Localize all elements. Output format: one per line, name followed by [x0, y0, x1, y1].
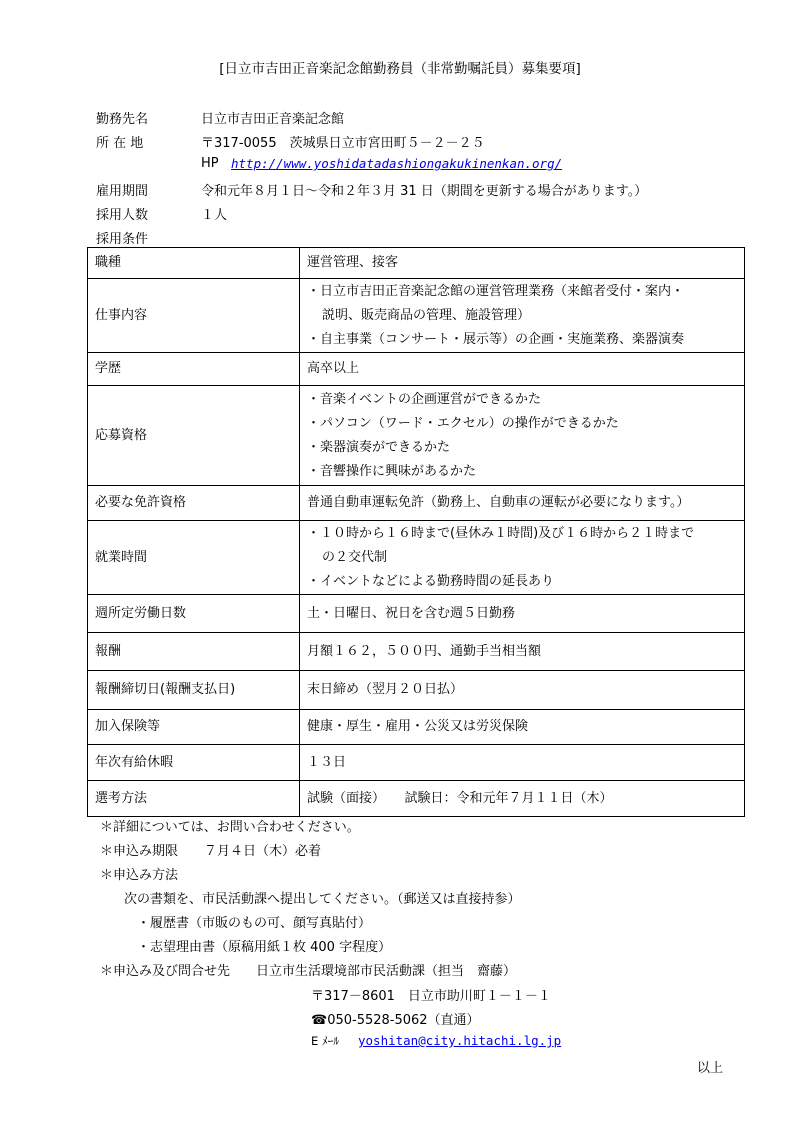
- cell-line: の２交代制: [322, 549, 388, 565]
- note-method-title: ＊申込み方法: [100, 868, 179, 883]
- cell-key: 応募資格: [88, 386, 300, 486]
- cell-line: 普通自動車運転免許（勤務上、自動車の運転が必要になります。）: [307, 495, 690, 510]
- cell-key: 仕事内容: [88, 279, 300, 353]
- note-method-body: 次の書類を、市民活動課へ提出してください。（郵送又は直接持参）: [124, 892, 521, 907]
- cell-line: 高卒以上: [307, 361, 360, 376]
- hp-link[interactable]: http://www.yoshidatadashiongakukinenkan.org/: [231, 156, 563, 171]
- cell-value: [300, 781, 745, 817]
- conditions-table: [87, 247, 745, 817]
- cell-line: ・自主事業（コンサート・展示等）の企画・実施業務、楽器演奏: [307, 331, 685, 347]
- note-deadline: ＊申込み期限 ７月４日（木）必着: [100, 844, 322, 859]
- cell-value: [300, 595, 745, 633]
- cell-value: [300, 248, 745, 279]
- table-row: [88, 595, 745, 633]
- employer-label: 勤務先名: [96, 112, 149, 127]
- cell-line: ・日立市吉田正音楽記念館の運営管理業務（来館者受付・案内・: [307, 283, 685, 299]
- conditions-label: 採用条件: [96, 232, 149, 247]
- cell-line: ・１０時から１６時まで(昼休み１時間)及び１６時から２１時まで: [307, 525, 695, 541]
- hp-label: HP: [201, 156, 219, 171]
- cell-key: 職種: [88, 248, 300, 279]
- cell-value: [300, 521, 745, 595]
- cell-line: ・音響操作に興味があるかた: [307, 463, 477, 479]
- cell-value: [300, 671, 745, 710]
- cell-line: ・音楽イベントの企画運営ができるかた: [307, 391, 542, 407]
- address-value: 〒317-0055 茨城県日立市宮田町５－２－２５: [201, 136, 485, 151]
- cell-line: ・パソコン（ワード・エクセル）の操作ができるかた: [307, 415, 619, 431]
- cell-value: [300, 353, 745, 386]
- cell-value: [300, 745, 745, 781]
- table-row: [88, 633, 745, 671]
- table-row: [88, 279, 745, 353]
- address-label: 所 在 地: [96, 136, 144, 151]
- cell-line: 説明、販売商品の管理、施設管理）: [322, 307, 531, 323]
- cell-line: 月額１６２，５００円、通勤手当相当額: [307, 643, 542, 659]
- table-row: [88, 671, 745, 710]
- count-label: 採用人数: [96, 208, 149, 223]
- cell-key: 加入保険等: [88, 710, 300, 745]
- cell-key: 年次有給休暇: [88, 745, 300, 781]
- cell-line: 健康・厚生・雇用・公災又は労災保険: [307, 719, 529, 734]
- contact-phone: ☎050-5528-5062（直通）: [311, 1013, 480, 1028]
- cell-value: [300, 633, 745, 671]
- cell-value: [300, 386, 745, 486]
- email-label: E ﾒｰﾙ: [311, 1034, 340, 1048]
- cell-line: １３日: [307, 754, 347, 770]
- cell-line: 土・日曜日、祝日を含む週５日勤務: [307, 605, 516, 621]
- cell-key: 選考方法: [88, 781, 300, 817]
- note-doc-resume: ・履歴書（市販のもの可、顔写真貼付）: [137, 916, 372, 931]
- table-row: [88, 710, 745, 745]
- period-value: 令和元年８月１日～令和２年３月 31 日（期間を更新する場合があります。）: [201, 184, 648, 199]
- period-label: 雇用期間: [96, 184, 149, 199]
- note-contact: ＊申込み及び問合せ先 日立市生活環境部市民活動課（担当 齋藤）: [100, 964, 517, 979]
- cell-key: 報酬締切日(報酬支払日): [88, 671, 300, 710]
- cell-value: [300, 279, 745, 353]
- end-mark: 以上: [697, 1061, 724, 1076]
- cell-key: 必要な免許資格: [88, 486, 300, 521]
- table-row: [88, 521, 745, 595]
- employer-value: 日立市吉田正音楽記念館: [201, 112, 345, 127]
- cell-line: ・イベントなどによる勤務時間の延長あり: [307, 573, 555, 589]
- cell-key: 報酬: [88, 633, 300, 671]
- table-row: [88, 745, 745, 781]
- table-row: [88, 353, 745, 386]
- cell-line: 試験（面接） 試験日：令和元年７月１１日（木）: [307, 790, 613, 806]
- document-title: [日立市吉田正音楽記念館勤務員（非常勤嘱託員）募集要項]: [219, 61, 581, 77]
- table-row: [88, 781, 745, 817]
- cell-key: 学歴: [88, 353, 300, 386]
- count-value: １人: [201, 208, 228, 223]
- table-row: [88, 486, 745, 521]
- cell-line: 末日締め（翌月２０日払）: [307, 682, 464, 697]
- cell-key: 就業時間: [88, 521, 300, 595]
- note-doc-motivation: ・志望理由書（原稿用紙１枚 400 字程度）: [137, 940, 392, 955]
- note-detail: ＊詳細については、お問い合わせください。: [100, 820, 360, 835]
- table-row: [88, 386, 745, 486]
- cell-line: 運営管理、接客: [307, 255, 399, 270]
- contact-postal: 〒317－8601 日立市助川町１－１－１: [311, 989, 551, 1004]
- cell-line: ・楽器演奏ができるかた: [307, 439, 451, 455]
- cell-value: [300, 710, 745, 745]
- cell-value: [300, 486, 745, 521]
- table-row: [88, 248, 745, 279]
- email-link[interactable]: yoshitan@city.hitachi.lg.jp: [358, 1033, 562, 1048]
- cell-key: 週所定労働日数: [88, 595, 300, 633]
